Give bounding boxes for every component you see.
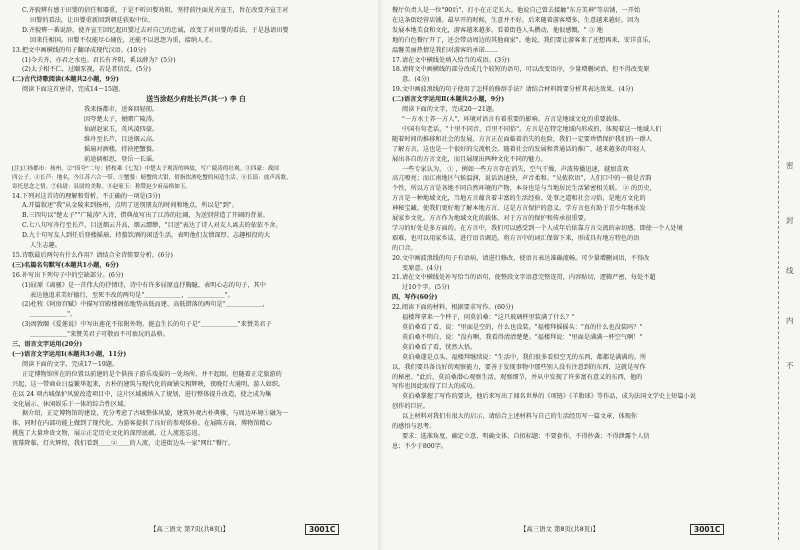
text-line: (二)古代诗歌阅读(本题共2小题，9分): [12, 76, 119, 84]
text-line: 16.补写出下列句子中的空缺部分。(6分): [12, 271, 124, 279]
binding-char: 密: [786, 161, 794, 170]
text-line: 了解方言，这也是一个很好的交流机会。随着社会的发展和普通话的推广，越来越多的年轻人: [392, 145, 646, 153]
text-line: 莫泊桑掌握了写作的要诀，他后来写出了闻名世界的《项链》《羊脂球》等作品，成为法国文学史上短篇小说: [402, 393, 696, 401]
text-line: (三)名篇名句默写(本题共1小题，6分): [12, 261, 119, 269]
text-line: 创作的巨匠。: [392, 403, 430, 411]
text-line: 的感悟与思考。: [392, 423, 436, 431]
right-page: [392, 6, 758, 516]
text-line: 正定博物馆所在的位置以前建的是个供孩子游乐戏耍的一处场所，并不起眼，但随着正定旅游的: [22, 370, 282, 378]
text-line: [注]①扬都市：扬州。②"因夸"二句：借枚乘《七发》中楚太子观涛的典故，写广陵涛的壮观。③四豪：战国: [12, 165, 279, 172]
text-line: 方言是一种地域文化，当地方言蕴含着丰富的生活经验、处事之道和社会习俗，是地方文化的: [392, 195, 646, 203]
text-line: 因夸楚太子，便睹广陵涛。: [84, 115, 159, 123]
text-line: 我来扬都市，送客回轻舠。: [84, 106, 159, 114]
text-line: (1)屈原《离骚》是一首伟大的抒情诗，诗中有许多屈原直抒胸臆，表明心志的句子，其中: [22, 281, 266, 289]
text-line: 温馨美丽热情是我们对游客的承诺……: [392, 46, 498, 54]
text-line: 莫泊桑遂是点头，福楼拜继续说："生活中，我们很多看似空无的东西，都都是满满的。所: [402, 353, 647, 361]
text-line: 夜幕降临，灯火辉煌，我们看到＿＿②＿＿的人流，走进街边头一家"网红"餐厅。: [12, 440, 235, 448]
text-line: A.开篇叙述"我"从金陵来到扬州，点明了送别朋友的时间和地点，所以是"到"。: [22, 202, 238, 210]
text-line: 19.文中画波浪线的句子使用了怎样的修辞手法？请结合材料简要分析其表达效果。(4分): [392, 86, 634, 94]
text-line: 一些专家认为， ① ，例如一些方言存在消失，空气干燥，声波传播迅速，越加喜欢: [402, 165, 629, 173]
text-line: 发展本地美食和文化，游客越来越多。看着街巷人头攒动，他很感慨，" ③ 地: [392, 26, 603, 34]
text-line: 22.阅读下面的材料，根据要求写作。(60分): [392, 304, 514, 312]
text-line: D.齐貌辨一番说辞，使齐宣王回忆起田婴过去对自己的忠诚，改变了对田婴的看法，于是恳请田婴: [22, 26, 289, 34]
text-line: 14.下列对这首诗的理解和赏析，不正确的一项是(3分): [12, 192, 161, 200]
text-line: 在以 24 项古城保护风貌改造项目中，这片区域被纳入了规划，进行整体提升改造，使之成为集: [12, 390, 272, 398]
binding-char: 封: [786, 216, 794, 225]
text-line: 体，同时在内部功能上做到了现代化，为游客提供了良好的参观体验。在展陈方面，博物馆精心: [12, 420, 272, 428]
text-line: 18.请将文中画横线的部分改成几个较短的语句，可以改变语序，少量增删词语，但不得改变原: [392, 66, 650, 74]
text-line: 20.文中画波浪线的句子有语病，请进行修改，使语言表达准确流畅。可少量增删词语，不得改: [392, 254, 650, 262]
text-line: 以，我们要具备良好的观察能力，要善于发现事物中那些别人没有注意到的东西，这就是写作: [392, 363, 646, 371]
binding-line: [772, 0, 800, 550]
text-line: 展家乡文化。方言作为地域文化的载体，对于方言的保护和传承很重要。: [392, 215, 590, 223]
text-line: 个性，所以方言是各地不同自然环境的产物，本身也是与当地居民生活紧密相关联。 ② 的历史，: [392, 185, 656, 193]
text-line: 过10个字。(5分): [402, 284, 450, 292]
text-line: 高亢嘹亮；而江南地区气候温润，说话语速快，声音柔和。"吴侬软语"，人们口中的一般是音韵: [392, 175, 652, 183]
text-line: 仙尉赵家玉，英风凌四豪。: [84, 125, 159, 133]
text-line: 寄托思念之情。⑦仙尉：县尉的美称。⑧赵家玉：称赞赵少府品格如玉。: [12, 183, 192, 190]
text-line: 摇扇对酒楼，持袂把蟹螯。: [84, 145, 159, 153]
text-line: 人生志趣。: [30, 242, 61, 250]
text-line: 息；不少于800字。: [392, 442, 448, 450]
text-line: 维舟至长芦，目送烟云高。: [84, 135, 159, 143]
text-line: 阅读下面这首唐诗，完成14～15题。: [22, 86, 125, 94]
text-line: 的口音。: [392, 244, 417, 252]
text-line: 学习的好处是多方面的。在方言中，我们可以感受到一个人成年后依靠方言交流的亲切感。即使一个人处境: [392, 224, 683, 232]
text-line: 兴起，这一带商业日益繁华起来，古朴的建筑与现代化的商铺交相辉映，夜晚灯火通明，游人如织。: [12, 380, 285, 388]
text-line: B.三四句以"楚太子""广陵涛"入诗，借典故写出了江涛的壮阔，为送别营造了开阔的背景。: [22, 212, 269, 220]
text-line: 15.诗歌最后两句有什么作用？请结合全诗简要分析。(6分): [12, 251, 173, 259]
left-page: [12, 6, 380, 516]
text-line: ＿＿＿＿＿＿"来赞美君子可敬而不可亵玩的品格。: [30, 331, 169, 339]
text-line: 随着时间的推移和社会的发展，方言正在面临着消失的危险，我们一定要珍惜保护我们的一群人: [392, 135, 652, 143]
text-line: 三、语言文字运用(20分): [12, 341, 83, 349]
text-line: 意。(4分): [402, 76, 430, 84]
text-line: 挑选了大量珍贵文物，展示正定历史文化的深厚底蕴，让人流连忘返。: [12, 430, 204, 438]
binding-char: 不: [786, 361, 794, 370]
text-line: 变原意。(4分): [402, 264, 442, 272]
text-line: 回来任相国。田婴不仅能尽心辅佐，还能不以恩怨为重，接纳人才。: [30, 36, 216, 44]
text-line: 地的白色餐厅开了，还会带动周边的其他商家"。他说，我们要让游客来了还想再来，安详喜乐，: [392, 36, 655, 44]
text-line: 田婴的看法，让田婴重新回到朝廷获取中位。: [30, 16, 154, 24]
text-line: (2)杜牧《阿房宫赋》中描写宫殿楼阁依地势高低而建、高低错落的两句是"＿＿＿＿＿＿，: [22, 301, 269, 309]
text-line: 表达他追求美好德行，至死不改的两句是"＿＿＿＿＿＿，＿＿＿＿＿＿"。: [30, 291, 234, 299]
text-line: 17.请在文中横线处填入恰当的成语。(3分): [392, 56, 510, 64]
text-line: C.七八句写舟行至长芦，目送烟云升高，烟云缥缈，"目送"表达了诗人对友人离去的依依不舍。: [22, 222, 282, 230]
text-line: ＿＿＿＿＿＿"。: [30, 311, 77, 319]
text-line: D.九十句写友人到任后登楼摇扇、持螯饮酒的闲适生活，表明他们友情深厚、志趣相投的大: [22, 232, 271, 240]
text-line: 21.请在文中横线处补写恰当的语句，使整段文字语意完整连贯，内容贴切，逻辑严密，每处不超: [392, 274, 656, 282]
text-line: 阅读下面的文字，完成20～21题。: [402, 106, 499, 114]
text-line: (2)太子相不仁，过颐豕视，若是者信反。(5分): [22, 66, 151, 74]
text-line: 阅读下面的文字，完成17～19题。: [22, 360, 119, 368]
text-line: 送当涂赵少府赴长芦(其一) 李 白: [146, 95, 246, 104]
text-line: (3)周敦颐《爱莲说》中写出莲花不依附外物、挺直生长的句子是"＿＿＿＿＿＿"来赞美君子: [22, 321, 272, 329]
text-line: 的秘密。"此后，莫泊桑潜心观察生活，观察细节，并从中发现了许多富有意义的东西，他的: [392, 373, 643, 381]
text-line: "一方水土养一方人"，环境对语言有着重要的影响。方言是地域文化的重要载体。: [402, 115, 625, 123]
text-line: 神秘宝藏。使我们更好地了解本地方言，这是方言保护的意义。学方言也有助于青少年继承发: [392, 205, 646, 213]
text-line: 以上材料对我们有很大的启示，请结合上述材料与自己的生活经历写一篇文章，体现你: [402, 413, 638, 421]
left-paper-code: 3001C: [305, 524, 339, 535]
text-line: 福楼拜拿来一个杯子，问莫泊桑："这只玻璃杯里装满了什么？": [402, 314, 575, 322]
text-line: 13.把文中画横线的句子翻译成现代汉语。(10分): [12, 46, 146, 54]
text-line: (1)今夫齐，亦君之水也。君长有齐阴，奚以薛为？(5分): [22, 56, 176, 64]
text-line: 据介绍，正定博物馆的建设，充分考虑了古城整体风貌，建筑外观古朴典雅，与周边环境①融为一: [22, 410, 289, 418]
text-line: (一)语言文字运用Ⅰ(本题共3小题，11分): [12, 351, 127, 358]
left-footer: 【高三语文 第7页(共8页)】: [150, 525, 230, 533]
text-line: 前途倘相思，登岳一长谣。: [84, 155, 159, 163]
text-line: 要求：选准角度，确定立意，明确文体，自拟标题；不要套作，不得抄袭；不得泄露个人信: [402, 432, 650, 440]
text-line: 展出各自的方言文化，而且展现出两种文化不同的魅力。: [392, 155, 547, 163]
text-line: C.齐貌辨有感于田婴的信任和器重，于是不听田婴劝阻，坚持前往面见齐宣王，旨在改变齐宣王对: [22, 7, 289, 14]
text-line: 莫泊桑不明白，说："没有啊，我看得清清楚楚。"福楼拜说："里面是满满一杯空气啊！": [402, 333, 643, 341]
text-line: 莫泊桑看了看，说："里面是空的，什么也没装。"福楼拜摇摇头："真的什么也没装吗？": [402, 324, 643, 331]
text-line: 写作也因此取得了巨大的成功。: [392, 383, 479, 391]
text-line: 文化展示、休闲娱乐于一体的综合性区域。: [12, 400, 130, 408]
text-line: 莫泊桑看了看，恍然大悟。: [402, 343, 477, 351]
text-line: 四公子。④长芦：地名，今江苏六合一带。⑤蟹螯：螃蟹的大钳，借指饮酒吃蟹的闲适生活。⑥长谣：放声高歌，: [12, 174, 292, 181]
text-line: 艰难，也可以用家乡话，进行语音调适，将方言中的词汇保留下来，形成具有地方特色的语: [392, 234, 640, 242]
binding-char: 内: [786, 316, 794, 325]
text-line: 在这条街经营店铺。最早开的时候，生意并不好，后来随着游客增多，生意越来越好。因为: [392, 16, 640, 24]
right-footer: 【高三语文 第8页(共8页)】: [520, 525, 600, 533]
text-line: 中国有句老话，"十里不同音，百里不同俗"。方言是在特定地域内形成的，体现着这一地域人们: [402, 125, 662, 133]
text-line: (二)语言文字运用Ⅱ(本题共2小题，9分): [392, 96, 505, 104]
binding-dashed-line: [778, 10, 779, 540]
right-paper-code: 3001C: [690, 524, 724, 535]
binding-char: 线: [786, 266, 794, 275]
text-line: 餐厅负责人是一位"90后"，打小在正定长大。他说自己曾去接触"东方美神"等店铺，一开始: [392, 7, 641, 14]
text-line: 四、写作(60分): [392, 294, 438, 302]
